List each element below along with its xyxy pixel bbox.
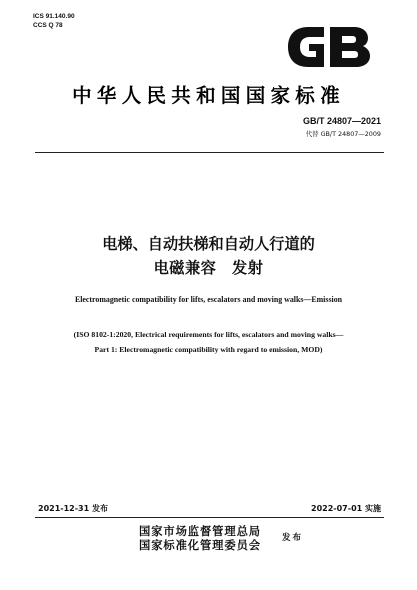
implement-date: 2022-07-01 实施 — [311, 504, 381, 513]
title-chinese-line1: 电梯、自动扶梯和自动人行道的 — [102, 235, 315, 253]
footer-divider — [35, 517, 384, 518]
replaces-note: 代替 GB/T 24807—2009 — [305, 130, 381, 138]
ccs-code: CCS Q 78 — [33, 22, 63, 29]
issue-label: 发布 — [282, 533, 304, 543]
issuing-authorities — [139, 525, 261, 553]
header-divider — [35, 152, 384, 153]
issuer-samr: 国家市场监督管理总局 — [139, 525, 261, 538]
title-chinese-line2: 电磁兼容 发射 — [153, 259, 264, 277]
ics-code: ICS 91.140.90 — [33, 13, 75, 20]
issuer-sac: 国家标准化管理委员会 — [139, 539, 261, 552]
publish-date: 2021-12-31 发布 — [38, 504, 108, 513]
standard-number: GB/T 24807—2021 — [302, 116, 381, 126]
svg-text:GB: GB — [329, 51, 331, 52]
iso-reference — [0, 327, 417, 357]
iso-reference-line2: Part 1: Electromagnetic compatibility with regard to emission, MOD) — [94, 345, 323, 354]
iso-reference-line1: (ISO 8102-1:2020, Electrical requirements for lifts, escalators and moving walks— — [73, 330, 344, 339]
standard-name: 中华人民共和国国家标准 — [72, 84, 345, 107]
title-english: Electromagnetic compatibility for lifts, escalators and moving walks—Emission — [74, 295, 343, 304]
classification-codes — [33, 12, 75, 30]
gb-logo — [286, 25, 372, 69]
title-chinese — [0, 232, 417, 280]
